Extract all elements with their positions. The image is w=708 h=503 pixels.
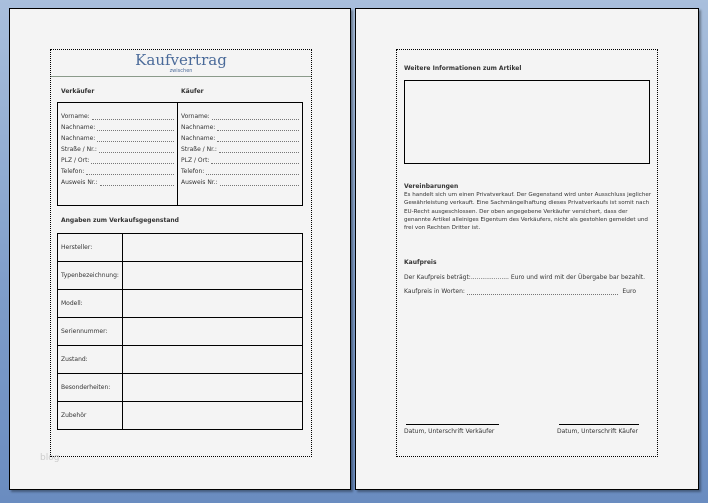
field-label: Nachname: [181,135,216,142]
table-row [58,402,303,430]
row-label: Zustand: [58,346,123,374]
party-field [61,153,174,164]
field-label: Vorname: [181,113,210,120]
field-input[interactable] [220,180,299,186]
buyer-signature-label: Datum, Unterschrift Käufer [557,428,639,435]
field-input[interactable] [211,158,299,164]
party-field [61,120,174,131]
info-heading: Weitere Informationen zum Artikel [404,65,522,72]
document-title: Kaufvertrag [135,51,227,69]
field-label: Straße / Nr.: [61,146,97,153]
field-label: Telefon: [181,168,205,175]
field-input[interactable] [217,136,299,142]
party-field [61,131,174,142]
row-label: Modell: [58,290,123,318]
watermark: blog [40,453,60,463]
table-row [58,318,303,346]
field-label: Straße / Nr.: [181,146,217,153]
party-field [61,175,174,186]
party-field [181,109,299,120]
field-label: Nachname: [181,124,216,131]
field-input[interactable] [92,114,174,120]
field-label: Telefon: [61,168,85,175]
price-words-label: Kaufpreis in Worten: [404,288,465,295]
buyer-heading: Käufer [181,88,204,95]
table-row [58,374,303,402]
row-value[interactable] [122,234,302,262]
buyer-fields [178,103,302,205]
row-value[interactable] [122,318,302,346]
content-frame [396,49,658,457]
field-input[interactable] [219,147,299,153]
field-label: Vorname: [61,113,90,120]
price-heading: Kaufpreis [404,259,437,266]
seller-signature-line[interactable] [406,424,499,425]
price-words-unit: Euro [622,288,636,295]
field-label: Nachname: [61,135,96,142]
seller-heading: Verkäufer [61,88,95,95]
row-label: Typenbezeichnung: [58,262,123,290]
party-field [181,120,299,131]
party-field [61,164,174,175]
field-label: PLZ / Ort: [61,157,90,164]
party-field [181,175,299,186]
buyer-signature-line[interactable] [559,424,639,425]
table-row [58,346,303,374]
party-field [181,153,299,164]
party-table [57,102,303,206]
page-2 [355,8,699,490]
row-value[interactable] [122,402,302,430]
row-value[interactable] [122,374,302,402]
field-input[interactable] [212,114,299,120]
field-label: Nachname: [61,124,96,131]
price-words-field[interactable] [467,289,618,295]
price-line: Der Kaufpreis beträgt:.................... Euro und wird mit der Übergabe bar bezahlt. [404,274,646,281]
row-label: Besonderheiten: [58,374,123,402]
party-field [181,164,299,175]
seller-signature-label: Datum, Unterschrift Verkäufer [404,428,495,435]
object-heading: Angaben zum Verkaufsgegenstand [61,217,179,224]
field-input[interactable] [100,180,174,186]
field-input[interactable] [206,169,299,175]
row-label: Hersteller: [58,234,123,262]
field-label: PLZ / Ort: [181,157,210,164]
row-value[interactable] [122,346,302,374]
field-input[interactable] [217,125,299,131]
object-table [57,233,303,430]
price-words-line [404,288,636,295]
row-label: Zubehör [58,402,123,430]
field-label: Ausweis Nr.: [181,179,218,186]
field-input[interactable] [97,125,174,131]
field-input[interactable] [99,147,174,153]
field-label: Ausweis Nr.: [61,179,98,186]
content-frame [50,49,312,457]
title-divider [51,76,311,77]
agreements-heading: Vereinbarungen [404,183,459,190]
field-input[interactable] [91,158,174,164]
seller-fields [58,103,178,205]
table-row [58,290,303,318]
table-row [58,234,303,262]
page-1 [9,8,351,490]
field-input[interactable] [86,169,174,175]
subtitle: zwischen [169,68,193,74]
party-field [61,109,174,120]
table-row [58,262,303,290]
party-field [181,142,299,153]
row-value[interactable] [122,262,302,290]
party-field [181,131,299,142]
agreements-text: Es handelt sich um einen Privatverkauf. Der Gegenstand wird unter Ausschluss jeglicher Gewährleistung verkauft. Eine Sachmängelhaftung dieses Privatverkaufs ist somit nach EU-Recht ausgeschlossen. Der oben angegebene Verkäufer versichert, dass der genannte Artikel alleiniges Eigentum des Verkäufers, nicht als gestohlen gemeldet und frei von Rechten Dritter ist. [404,192,652,232]
row-value[interactable] [122,290,302,318]
field-input[interactable] [97,136,174,142]
info-box[interactable] [404,80,650,164]
party-field [61,142,174,153]
row-label: Seriennummer: [58,318,123,346]
